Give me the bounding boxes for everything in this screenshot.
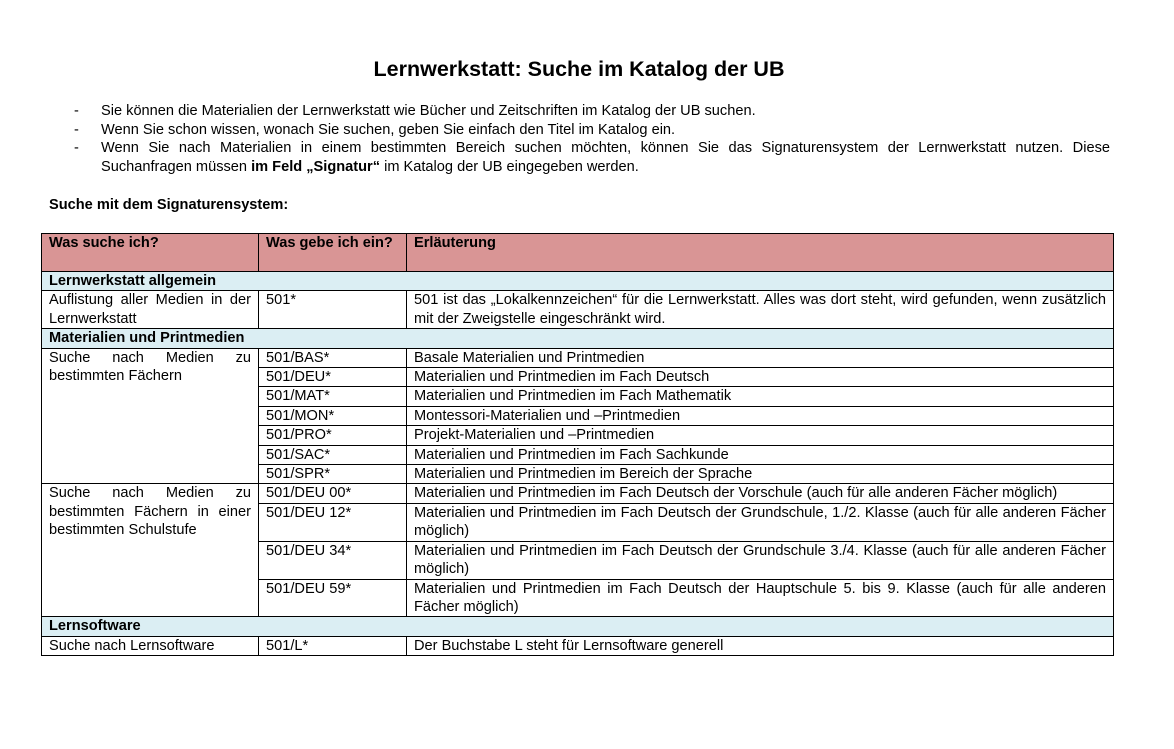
explanation-cell: Materialien und Printmedien im Fach Deutsch der Vorschule (auch für alle anderen Fächer möglich) [407,484,1114,503]
explanation-cell: Materialien und Printmedien im Fach Deutsch der Hauptschule 5. bis 9. Klasse (auch für alle anderen Fächer möglich) [407,579,1114,617]
signature-code-cell: 501/DEU 00* [259,484,407,503]
explanation-cell: Basale Materialien und Printmedien [407,348,1114,367]
bullet-item [74,102,1110,121]
table-body [42,272,1114,656]
explanation-cell: Materialien und Printmedien im Fach Deutsch der Grundschule 3./4. Klasse (auch für alle anderen Fächer möglich) [407,541,1114,579]
explanation-cell: Projekt-Materialien und –Printmedien [407,426,1114,445]
bullet-dash: - [74,103,79,119]
column-header [259,234,407,272]
explanation-cell: Materialien und Printmedien im Bereich der Sprache [407,465,1114,484]
signature-code-cell: 501/SAC* [259,445,407,464]
bullet-bold-text: im Feld „Signatur“ [251,158,381,175]
bullet-text: im Katalog der UB eingegeben werden. [380,158,639,175]
search-purpose-cell: Suche nach Medien zu bestimmten Fächern in einer bestimmten Schulstufe [42,484,259,617]
column-header-text: Was gebe ich ein? [266,235,393,251]
search-purpose-cell: Auflistung aller Medien in der Lernwerkstatt [42,291,259,329]
column-header: Erläuterung [407,234,1114,272]
section-title: Lernwerkstatt allgemein [42,272,1114,291]
bullet-dash: - [74,121,79,138]
table-header-row [42,234,1114,272]
signature-code-cell: 501/DEU 34* [259,541,407,579]
column-header: Was suche ich? [42,234,259,272]
bullet-item [74,139,1110,176]
explanation-cell: Montessori-Materialien und –Printmedien [407,406,1114,425]
explanation-cell: Der Buchstabe L steht für Lernsoftware generell [407,636,1114,655]
search-purpose-cell: Suche nach Lernsoftware [42,636,259,655]
table-row [42,348,1114,367]
signature-code-cell: 501/DEU 12* [259,503,407,541]
table-row [42,636,1114,655]
table-section-row [42,329,1114,348]
signature-code-cell: 501/L* [259,636,407,655]
bullet-text: Wenn Sie schon wissen, wonach Sie suchen, geben Sie einfach den Titel im Katalog ein. [101,121,676,138]
signature-code-cell: 501/PRO* [259,426,407,445]
signature-code-cell: 501* [259,291,407,329]
explanation-cell: Materialien und Printmedien im Fach Deutsch [407,368,1114,387]
intro-bullet-list [74,102,1110,176]
page-title: Lernwerkstatt: Suche im Katalog der UB [373,57,785,81]
bullet-dash: - [74,140,79,157]
signature-code-cell: 501/SPR* [259,465,407,484]
signature-code-cell: 501/DEU 59* [259,579,407,617]
bullet-text: Wenn Sie nach Materialien in einem bestimmten Bereich suchen möchten, können Sie das Signaturensystem der Lernwerkstatt nutzen. Diese Suchanfragen müssen [101,140,1110,175]
explanation-cell: Materialien und Printmedien im Fach Sachkunde [407,445,1114,464]
signature-code-cell: 501/MON* [259,406,407,425]
section-title: Materialien und Printmedien [42,329,1114,348]
signature-code-cell: 501/DEU* [259,368,407,387]
explanation-cell: 501 ist das „Lokalkennzeichen“ für die Lernwerkstatt. Alles was dort steht, wird gefunden, wenn zusätzlich mit der Zweigstelle eingeschränkt wird. [407,291,1114,329]
explanation-cell: Materialien und Printmedien im Fach Deutsch der Grundschule, 1./2. Klasse (auch für alle anderen Fächer möglich) [407,503,1114,541]
table-row [42,484,1114,503]
signature-code-cell: 501/BAS* [259,348,407,367]
bullet-item [74,121,1110,140]
explanation-cell: Materialien und Printmedien im Fach Mathematik [407,387,1114,406]
table-section-row [42,272,1114,291]
section-title: Lernsoftware [42,617,1114,636]
search-purpose-cell: Suche nach Medien zu bestimmten Fächern [42,348,259,484]
table-section-row [42,617,1114,636]
signature-table [41,233,1114,656]
signature-code-cell: 501/MAT* [259,387,407,406]
section-subheading: Suche mit dem Signaturensystem: [49,197,289,213]
bullet-text: Sie können die Materialien der Lernwerkstatt wie Bücher und Zeitschriften im Katalog der UB suchen. [101,103,756,119]
table-row [42,291,1114,329]
